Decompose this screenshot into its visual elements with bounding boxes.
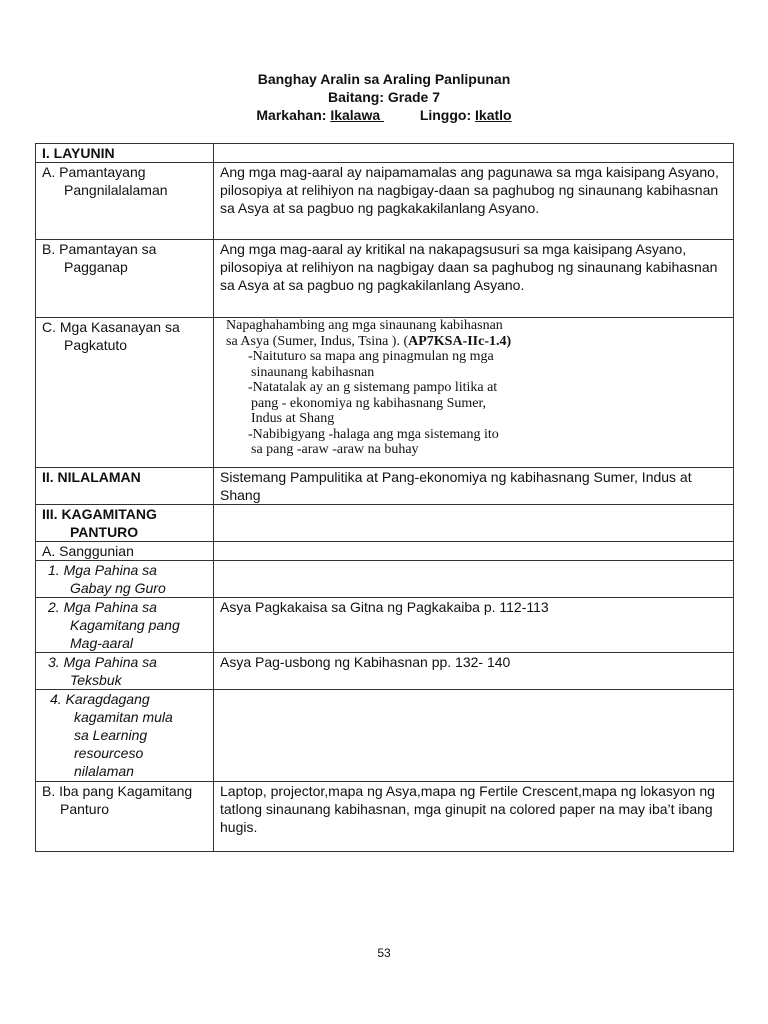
week-label: Linggo:	[419, 107, 472, 123]
table-row	[36, 653, 734, 690]
document-header	[0, 70, 768, 124]
iba-pang-kagamitan-label: B. Iba pang Kagamitang Panturo	[36, 782, 214, 852]
pagganap-label: B. Pamantayan sa Pagganap	[36, 240, 214, 318]
section-kagamitan: III. KAGAMITANG PANTURO	[36, 505, 214, 542]
table-row	[36, 690, 734, 782]
table-row	[36, 240, 734, 318]
table-row	[36, 561, 734, 598]
table-row	[36, 318, 734, 468]
section-nilalaman: II. NILALAMAN	[36, 468, 214, 505]
nilalaman-text: Sistemang Pampulitika at Pang-ekonomiya ng kabihasnang Sumer, Indus at Shang	[214, 468, 734, 505]
quarter-label: Markahan:	[256, 107, 327, 123]
table-row	[36, 505, 734, 542]
mag-aaral-label: 2. Mga Pahina sa Kagamitang pang Mag-aaral	[36, 598, 214, 653]
grade-level: Baitang: Grade 7	[327, 89, 441, 105]
table-row	[36, 598, 734, 653]
section-layunin: I. LAYUNIN	[36, 144, 214, 163]
week-value: Ikatlo	[475, 107, 512, 123]
sanggunian-label: A. Sanggunian	[36, 542, 214, 561]
lesson-plan-table	[35, 143, 734, 852]
quarter-value: Ikalawa	[330, 107, 381, 123]
document-title: Banghay Aralin sa Araling Panlipunan	[257, 71, 511, 87]
gabay-guro-label: 1. Mga Pahina sa Gabay ng Guro	[36, 561, 214, 598]
table-row	[36, 782, 734, 852]
pagganap-text: Ang mga mag-aaral ay kritikal na nakapagsusuri sa mga kaisipang Asyano, pilosopiya at relihiyon na nagbigay daan sa paghubog ng sinaunang kabihasnan sa Asya at sa pagbuo ng pagkakilanlang Asyano.	[214, 240, 734, 318]
quarter-week-line	[0, 106, 768, 124]
kasanayan-text: Napaghahambing ang mga sinaunang kabihasnan sa Asya (Sumer, Indus, Tsina ). (AP7KSA-IIc-1.4) -Naituturo sa mapa ang pinagmulan ng mga sinaunang kabihasnan -Natatalak ay an g sistemang pampo litika at pang - ekonomiya ng kabihasnang Sumer, Indus at Shang -Nabibigyang -halaga ang mga sistemang ito sa pang -araw -araw na buhay	[214, 318, 734, 468]
table-row	[36, 542, 734, 561]
pamantayang-text: Ang mga mag-aaral ay naipamamalas ang pagunawa sa mga kaisipang Asyano, pilosopiya at relihiyon na nagbigay-daan sa paghubog ng sinaunang kabihasnan sa Asya at sa pagbuo ng pagkakakilanlang Asyano.	[214, 163, 734, 240]
table-row	[36, 144, 734, 163]
teksbuk-text: Asya Pag-usbong ng Kabihasnan pp. 132- 140	[214, 653, 734, 690]
competency-code: AP7KSA-IIc-1.4)	[408, 333, 512, 349]
table-row	[36, 468, 734, 505]
kasanayan-label: C. Mga Kasanayan sa Pagkatuto	[36, 318, 214, 468]
pamantayang-label: A. Pamantayang Pangnilalalaman	[36, 163, 214, 240]
iba-pang-kagamitan-text: Laptop, projector,mapa ng Asya,mapa ng Fertile Crescent,mapa ng lokasyon ng tatlong sinaunang kabihasnan, mga ginupit na colored paper na may iba’t ibang hugis.	[214, 782, 734, 852]
table-row	[36, 163, 734, 240]
mag-aaral-text: Asya Pagkakaisa sa Gitna ng Pagkakaiba p. 112-113	[214, 598, 734, 653]
teksbuk-label: 3. Mga Pahina sa Teksbuk	[36, 653, 214, 690]
karagdagang-label: 4. Karagdagang kagamitan mula sa Learning resourceso nilalaman	[36, 690, 214, 782]
page-number: 53	[377, 946, 391, 960]
